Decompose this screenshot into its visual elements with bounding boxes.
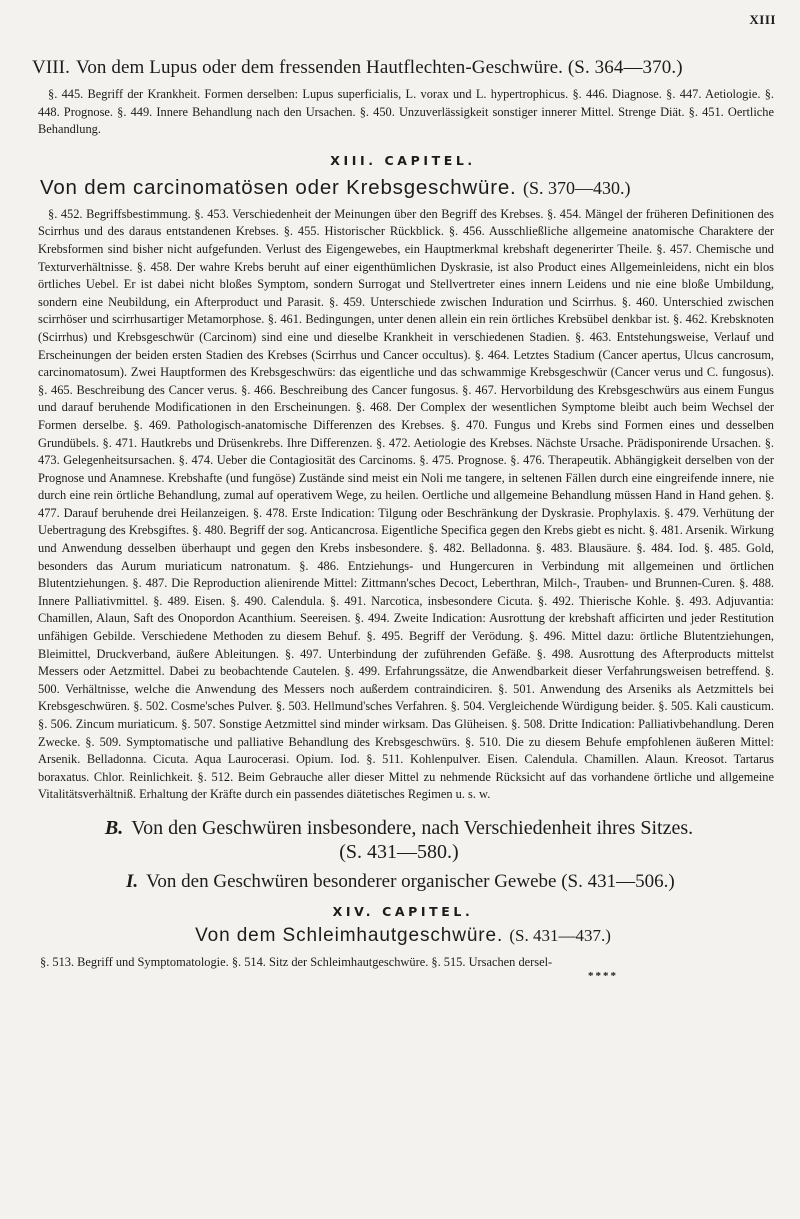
section-viii-heading xyxy=(32,56,774,80)
chapter-xiv-heading xyxy=(32,925,774,947)
section-viii-title: Von dem Lupus oder dem fressenden Hautflechten-Geschwüre. (S. 364—370.) xyxy=(75,57,683,78)
part-i-letter: I. xyxy=(126,870,139,892)
section-viii-roman: VIII. xyxy=(32,57,70,78)
chapter-xiii-label: XIII. CAPITEL. xyxy=(330,152,476,168)
chapter-xiii-title: Von dem carcinomatösen oder Krebsgeschwüre. xyxy=(40,175,517,199)
section-viii-paragraph: §. 445. Begriff der Krankheit. Formen derselben: Lupus superficialis, L. vorax und L. hypertrophicus. §. 446. Diagnose. §. 447. Aetiologie. §. 448. Prognose. §. 449. Innere Behandlung nach den Ursachen. §. 450. Unzuverlässigkeit sonstiger innerer Mittel. Strenge Diät. §. 451. Oertliche Behandlung. xyxy=(38,87,774,137)
part-b-title: Von den Geschwüren insbesondere, nach Verschiedenheit ihres Sitzes. xyxy=(131,816,694,839)
part-i-title: Von den Geschwüren besonderer organischer Gewebe (S. 431—506.) xyxy=(146,870,675,892)
chapter-xiii-heading xyxy=(40,176,774,200)
part-b-letter: B. xyxy=(104,816,124,839)
section-viii-text xyxy=(38,86,774,139)
part-i-heading xyxy=(126,870,774,894)
chapter-xiv-title: Von dem Schleimhautgeschwüre. xyxy=(195,924,504,946)
signature-mark: **** xyxy=(588,969,618,982)
page-number: XIII xyxy=(749,12,776,27)
chapter-xiii-range: (S. 370—430.) xyxy=(523,177,631,198)
chapter-xiv-range: (S. 431—437.) xyxy=(509,925,611,945)
part-b-range: (S. 431—580.) xyxy=(339,840,459,863)
chapter-xiii-text xyxy=(38,206,774,804)
chapter-xiii-paragraph: §. 452. Begriffsbestimmung. §. 453. Verschiedenheit der Meinungen über den Begriff des Krebses. §. 454. Mängel der früheren Definitionen des Scirrhus und des daraus entstandenen Krebses. §. 455. Historischer Rückblick. §. 456. Ausschließliche allgemeine anatomische Charaktere der Krebsformen sind bisher nicht aufgefunden. Verlust des Eigengewebes, ein Hauptmerkmal krebshaft degenerirter Theile. §. 457. Chemische und Texturverhältnisse. §. 458. Der wahre Krebs beruht auf einer eigenthümlichen Dyskrasie, ist also Product eines Allgemeinleidens, nicht ein blos örtliches Uebel. Er ist dabei nicht bloßes Symptom, sondern Surrogat und Stellvertreter eines innern Leidens und nie eine bloße Umbildung, sondern eine Neubildung, ein Afterproduct und Parasit. §. 459. Unterschiede zwischen Induration und Scirrhus. §. 460. Unterschied zwischen scirrhöser und scirrhusartiger Metamorphose. §. 461. Bedingungen, unter denen allein ein rein örtliches Krebsübel denkbar ist. §. 462. Krebsknoten (Scirrhus) und Krebsgeschwür (Carcinom) sind eine und dieselbe Krankheit in verschiedenen Stadien. §. 463. Entstehungsweise, Verlauf und Erscheinungen der beiden ersten Stadien des Krebses (Scirrhus und Cancer occultus). §. 464. Letztes Stadium (Cancer apertus, Ulcus cancrosum, carcinomatosum). Zwei Hauptformen des Krebsgeschwürs: das eigentliche und das schwammige Krebsgeschwür (Cancer verus und C. fungosus). §. 465. Beschreibung des Cancer verus. §. 466. Beschreibung des Cancer fungosus. §. 467. Hervorbildung des Krebsgeschwürs aus einem Fungus und darauf beruhende Modificationen in den Erscheinungen. §. 468. Der Complex der wesentlichen Symptome bleibt auch beim Wechsel der Formen derselbe. §. 469. Pathologisch-anatomische Differenzen des Krebses. §. 470. Fungus und Krebs sind Formen eines und desselben Grundübels. §. 471. Hautkrebs und Drüsenkrebs. Ihre Differenzen. §. 472. Aetiologie des Krebses. Nächste Ursache. Prädisponirende Ursachen. §. 473. Gelegenheitsursachen. §. 474. Ueber die Contagiosität des Carcinoms. §. 475. Prognose. §. 476. Therapeutik. Abhängigkeit derselben von der Prognose und Anamnese. Krebshafte (und fungöse) Zustände sind meist ein Noli me tangere, in seltenen Fällen durch eine eingreifende innere, nie durch eine rein örtliche Behandlung, zumal auf operativem Wege, zu heilen. Oertliche und allgemeine Behandlung müssen Hand in Hand gehen. §. 477. Darauf beruhende drei Heilanzeigen. §. 478. Erste Indication: Tilgung oder Beschränkung der Dyskrasie. Prophylaxis. §. 479. Verhütung der Uebertragung des Krebsgiftes. §. 480. Begriff der sog. Anticancrosa. Eigentliche Specifica gegen den Krebs giebt es nicht. §. 481. Arsenik. Wirkung und Anwendung desselben überhaupt und gegen den Krebs insbesondere. §. 482. Belladonna. §. 483. Blausäure. §. 484. Iod. §. 485. Gold, besonders das Aurum muriaticum natronatum. §. 486. Entziehungs- und Hungercuren in Verbindung mit allgemeinen und örtlichen Blutentziehungen. §. 487. Die Reproduction alienirende Mittel: Zittmann'sches Decoct, Leberthran, Milch-, Trauben- und Brunnen-Curen. §. 488. Innere Palliativmittel. §. 489. Eisen. §. 490. Calendula. §. 491. Narcotica, insbesondere Cicuta. §. 492. Thierische Kohle. §. 493. Adjuvantia: Chamillen, Alaun, Saft des Onopordon Acanthium. Seereisen. §. 494. Zweite Indication: Ausrottung der krebshaft afficirten und jeder Restitution unfähigen Gebilde. Verschiedene Methoden zu diesem Behuf. §. 495. Begriff der Verödung. §. 496. Mittel dazu: örtliche Blutentziehungen, Bleimittel, Druckverband, äußere Ableitungen. §. 497. Unterbindung der zuführenden Gefäße. §. 498. Ausrottung des Afterproducts mittelst Messers oder Aetzmittel. Dabei zu beobachtende Cautelen. §. 499. Erfahrungssätze, die Anwendbarkeit dieser Verfahrungsweisen betreffend. §. 500. Verhältnisse, welche die Anwendung des Messers noch außerdem contraindiciren. §. 501. Anwendung des Arseniks als Aetzmittels bei Krebsgeschwüren. §. 502. Cosme'sches Pulver. §. 503. Hellmund'sches Verfahren. §. 504. Vergleichende Würdigung beider. §. 505. Kali causticum. §. 506. Zincum muriaticum. §. 507. Sonstige Aetzmittel sind minder wirksam. Das Glüheisen. §. 508. Dritte Indication: Palliativbehandlung. Deren Zwecke. §. 509. Symptomatische und palliative Behandlung des Krebsgeschwürs. §. 510. Die zu diesem Behufe empfohlenen äußeren Mittel: Arsenik. Belladonna. Cicuta. Aqua Laurocerasi. Opium. Iod. §. 511. Kohlenpulver. Eisen. Calendula. Chamillen. Alaun. Kreosot. Tartarus boraxatus. Chlor. Reinlichkeit. §. 512. Beim Gebrauche aller dieser Mittel zu nehmende Rücksicht auf das vorhandene örtliche und allgemeine Vitalitätsverhältniß. Erhaltung der Kräfte durch ein passendes diätetisches Regimen u. s. w. xyxy=(38,206,774,802)
part-b-heading xyxy=(64,816,774,864)
chapter-xiv-text: §. 513. Begriff und Symptomatologie. §. 514. Sitz der Schleimhautgeschwüre. §. 515. Ursachen dersel- xyxy=(40,954,553,969)
chapter-xiv-label: XIV. CAPITEL. xyxy=(332,903,474,919)
